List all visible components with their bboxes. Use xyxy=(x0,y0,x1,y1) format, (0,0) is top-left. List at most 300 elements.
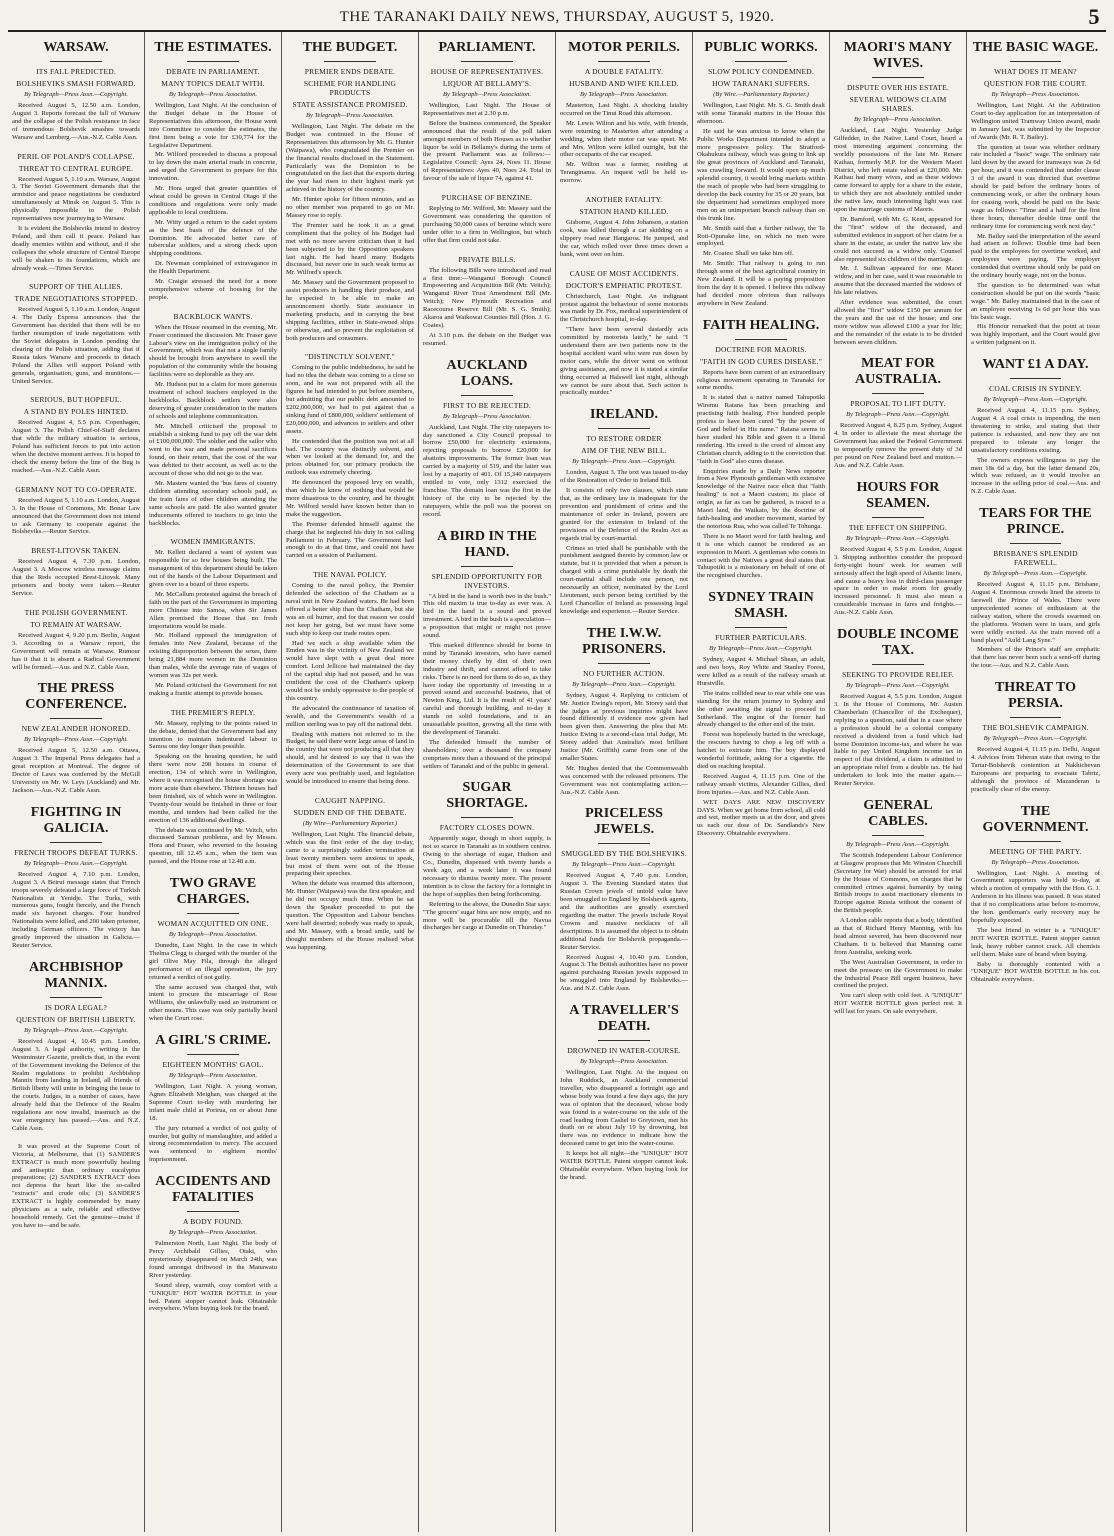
article-paragraph: The jury returned a verdict of not guilty of murder, but guilty of manslaughter, and added a strong recommendation to mercy. The accused was sentenced to eighteen months' imprisonment. xyxy=(149,1124,277,1164)
article-paragraph: Mr. Kellett declared a want of system was responsible for so few houses being built. The management of this department should be taken out of the hands of the Labour Department and given over to a board of three experts. xyxy=(149,549,277,589)
article xyxy=(423,780,551,932)
article-paragraph: Sydney, August 4. Replying to criticism of Mr. Justice Ewing's report, Mr. Storey said that the judges at previous inquiries might have found differently if evidence now given had been given then. Answering the plea that Mr. Justice Ewing is a second-class trial Judge, Mr. Storey added that Australia's most brilliant Justice (Mr. Griffith) came from one of the smaller States. xyxy=(560,691,688,762)
article-body xyxy=(834,422,962,469)
article-paragraph: The West Australian Government, in order to meet the pressure on the Government to make the Industrial Peace Bill urgent business, have confined the project. xyxy=(834,958,962,990)
article-subheading: MANY TOPICS DEALT WITH. xyxy=(161,79,265,88)
article-subheading: STATE ASSISTANCE PROMISED. xyxy=(292,100,408,109)
article xyxy=(12,395,140,474)
article xyxy=(423,358,551,519)
article-paragraph: Sydney, August 4. Michael Shean, an adult, and two boys, Roy White and Stanley Forest, were killed as a result of the railway smash at Hurstville. xyxy=(697,656,825,687)
article-subheading: DROWNED IN WATER-COURSE. xyxy=(567,1046,681,1056)
article-body xyxy=(286,123,414,342)
headline-rule xyxy=(1010,841,1062,842)
article-paragraph: The Premier defended himself against the charge that he neglected his duty in not calling Parliament in February. The Government had enough to do at that time, and could not have carried on a session of Parliament. xyxy=(286,520,414,560)
article-headline: PARLIAMENT. xyxy=(438,40,536,55)
article-paragraph: Enquiries made by a Daily News reporter from a New Plymouth gentleman with extensive knowledge of the Native race elicit that "faith healing" is not a Maori custom; its place of origin, as far as can be gathered, is traced to a Maori land, the Waikato, by the doctrine of faith-healing and another movement, started by the notorious Rua, who was called Te Tohunga. xyxy=(697,467,825,530)
article-subheading: ANOTHER FATALITY. xyxy=(585,195,663,205)
article-paragraph: Wellington, Last Night. Mr. S. G. Smith dealt with some Taranaki matters in the House this afternoon. xyxy=(697,102,825,125)
article xyxy=(834,40,962,346)
article-headline: THE BUDGET. xyxy=(302,40,398,55)
article-paragraph: This marked difference should be borne in mind by Taranaki investors, who have earned their money chiefly by dint of their own industry and thrift, and cannot afford to take risks. There is no need for them to do so, as they have today the opportunity of investing in a proved sound and successful business, that of Newton King, Ltd. It is the result of 41 years' careful and thorough building, and to-day it stands on solid foundations, and is an unassailable position, growing all the time with the development of Taranaki. xyxy=(423,641,551,736)
article-paragraph: Before the business commenced, the Speaker announced that the result of the poll taken amongst members of both Houses as to whether liquor be sold in Bellamy's during the term of the present Parliament was as follows:—Legislative Council: Ayes 24, Noes 11. House of Representatives: Ayes 40, Noes 24. Total in favour of the sale of liquor 74, against 41. xyxy=(423,119,551,183)
article-byline: By Telegraph—Press Association. xyxy=(991,91,1080,98)
column-1 xyxy=(8,32,145,1532)
article-paragraph: Received August 4, 7.40 p.m. London, August 3. The Evening Standard states that Russian Crown jewels of untold value have been smuggled to England by Bolshevik agents, and the authorities are greatly exercised regarding the matter. The jewels include Royal Crowns and massive necklaces of all descriptions. It is assumed the object is to obtain additional funds for Bolshevik propaganda.—Reuter Service. xyxy=(560,872,689,951)
article xyxy=(834,798,962,1016)
article xyxy=(560,269,688,398)
article-subheading: BACKBLOCK WANTS. xyxy=(173,311,253,321)
article-byline: By Telegraph—Press Assn.—Copyright. xyxy=(846,682,950,690)
article-body xyxy=(12,419,140,474)
article-paragraph: Received August 5, 1.10 a.m. London, August 3. In the House of Commons, Mr. Bonar Law announced that the Government does not intend to ask Germany to cooperate against the Bolsheviks.—Reuter Service. xyxy=(12,496,140,536)
article-paragraph: Mr. Masters wanted the 'bus fares of country children attending secondary schools paid, as the train fares of other children attending the same schools are paid. He also wanted greater inducements offered to teachers to go into the backblocks. xyxy=(149,479,277,527)
article-byline: By Telegraph—Press Assn.—Copyright. xyxy=(709,645,813,653)
article-byline: By Telegraph—Press Association. xyxy=(991,858,1080,866)
article-paragraph: Received August 4, 7.30 p.m. London, August 3. A Moscow wireless message claims that the Reds occupied Brest-Litovsk. Many prisoners and booty were taken.—Reuter Service. xyxy=(12,558,140,597)
article-subheading: WHAT DOES IT MEAN? xyxy=(994,67,1077,76)
article-paragraph: Replying to Mr. Wilford, Mr. Massey said the Government was considering the question of purchasing 50,000 cases of benzine which were under offer to a firm in Wellington, but which offer that firm could not take. xyxy=(423,205,551,244)
article-headline: THE PRESS CONFERENCE. xyxy=(25,681,127,713)
article-paragraph: The owners express willingness to pay the men 18s 6d a day, but the latter demand 20s, which was refused, as it would involve an increase in the selling price of coal.—Aus. and N.Z. Cable Assn. xyxy=(971,456,1100,496)
headline-rule xyxy=(187,913,238,914)
article-subheading: COAL CRISIS IN SYDNEY. xyxy=(989,384,1082,394)
article-headline: HOURS FOR SEAMEN. xyxy=(856,479,940,511)
headline-rule xyxy=(735,339,786,340)
article-body xyxy=(560,219,688,259)
article-byline: By Telegraph—Press Assn.—Copyright. xyxy=(846,840,950,848)
headline-rule xyxy=(461,566,512,567)
article-byline: By Telegraph—Press Association. xyxy=(579,91,669,98)
article-subheading: HUSBAND AND WIFE KILLED. xyxy=(569,79,679,88)
article-paragraph: He denounced the proposed levy on wealth, than which he knew of nothing that would be more disastrous to the country, and he thought Mr. Wilford would have known better than to make the suggestion. xyxy=(286,479,414,518)
article-subheading: PROPOSAL TO LIFT DUTY. xyxy=(850,399,946,409)
article-paragraph: He said he was anxious to know when the Public Works Department intended to adopt a more progressive policy. The Stratford-Okahukura railway, which was going to link up the great provinces of Auckland and Taranaki, was crawling forward. It would open up much splendid country, it would bring markets within the reach of people who had been struggling to develop the back country for 35 or 20 years, but the department had sometimes employed more men on an unimportant branch railway than on this trunk line. xyxy=(697,127,825,222)
article-paragraph: Mr. Lewis Wilton and his wife, with friends, were returning to Masterton after attending a wedding, when their motor car was upset. Mr. and Mrs. Wilton were killed outright, but the other occupants of the car escaped. xyxy=(560,119,688,159)
article-headline: SYDNEY TRAIN SMASH. xyxy=(708,590,814,622)
headline-rule xyxy=(50,718,101,719)
article-subheading: LIQUOR AT BELLAMY'S. xyxy=(442,79,532,88)
article-body xyxy=(560,469,688,615)
article xyxy=(149,537,277,697)
article-paragraph: It was proved at the Supreme Court of Victoria, at Melbourne, that (1) SANDER'S EXTRACT is much more powerfully healing and antiseptic than ordinary eucalyptus preparations; (2) SANDER'S EXTRACT does not depress the heart like the so-called "extracts" and crude oils; (3) SANDER'S EXTRACT is highly commended by many physicians as a safe, reliable and effective household remedy. Get the genuine—insist if you have to—and be safe. xyxy=(12,1142,140,1229)
article-headline: TWO GRAVE CHARGES. xyxy=(169,876,257,908)
article-subheading: SUPPORT OF THE ALLIES. xyxy=(29,282,123,292)
article-headline: MAORI'S MANY WIVES. xyxy=(843,40,953,71)
headline-rule xyxy=(50,997,101,998)
column-6 xyxy=(693,32,830,1532)
article xyxy=(12,485,140,537)
article-subheading: PRIVATE BILLS. xyxy=(458,254,516,264)
article-body xyxy=(286,582,414,786)
article xyxy=(423,255,551,348)
article xyxy=(12,152,140,273)
article-byline: By Telegraph—Press Association. xyxy=(579,1058,669,1066)
page-number: 5 xyxy=(1088,4,1100,29)
article-subheading: FRENCH TROOPS DEFEAT TURKS. xyxy=(14,847,138,857)
article-subheading: TRADE NEGOTIATIONS STOPPED. xyxy=(14,294,138,304)
article-paragraph: When the House resumed in the evening, Mr. Fraser continued the discussion. Mr. Fraser gave Labour's view on the immigration policy of the Government, which was that not a single family should be brought from anywhere to swell the population of the community while the housing facilities were so deplorable as they are. xyxy=(149,323,277,379)
article-subheading: HOUSE OF REPRESENTATIVES. xyxy=(430,67,544,76)
article-paragraph: Dunedin, Last Night. In the case in which Thelma Clegg is charged with the murder of the girl Olive May Fila, through the alleged performance of an illegal operation, the jury returned a verdict of not guilty. xyxy=(149,942,277,981)
article xyxy=(423,193,551,245)
article-body xyxy=(697,656,825,838)
article-byline: By Telegraph—Press Association. xyxy=(168,931,258,939)
article-paragraph: Received August 4, 11.15 p.m. Sydney, August 4. A coal crisis is impending, the men threatening to strike, and stating that their patience is exhausted, and now they are not prepared to tolerate any longer the unsatisfactory conditions existing. xyxy=(971,407,1100,454)
article-paragraph: A London cable reports that a body, identified as that of Richard Henry Manning, with his head almost severed, has been discovered near Chatham. It is believed that Manning came from Australia, seeking work. xyxy=(834,917,962,956)
article-paragraph: The Premier said he took it as a great compliment that the policy of his Budget had met with no more severe criticism than it had been subjected to by the Opposition speakers last night. He had heard many Budgets discussed, but never one in such weak terms as Mr. Wilford's speech. xyxy=(286,221,414,277)
article xyxy=(12,681,140,794)
article-body xyxy=(12,558,140,598)
article-body xyxy=(560,692,688,797)
article-body xyxy=(834,546,962,617)
article-headline: A BIRD IN THE HAND. xyxy=(437,528,537,560)
article-byline: By Telegraph—Press Association. xyxy=(168,91,258,98)
article-headline: MEAT FOR AUSTRALIA. xyxy=(855,356,941,388)
article-paragraph: Wellington, Last Night. The financial debate, which was the first order of the day to-day, came to a surprisingly sudden termination at least twenty members were anxious to speak, but most of them were out of the House preparing their speeches. xyxy=(286,830,414,878)
headline-rule xyxy=(872,77,923,78)
article-paragraph: Received August 5, 12.50 a.m. Ottawa, August 3. The Imperial Press delegates had a great reception at Montreal. The degree of Doctor of Laws was conferred by the McGill University on Mr. W. Leys (Auckland) and Mr. Jackson.—Aus.-N.Z. Cable Assn. xyxy=(12,747,140,794)
headline-rule xyxy=(735,627,786,628)
article-paragraph: Mr. Poland criticised the Government for not making a frantic attempt to provide houses. xyxy=(149,681,277,697)
article-paragraph: His Honour remarked that the point at issue was highly important, and the Court would give a written judgment on it. xyxy=(971,323,1100,347)
article-headline: FAITH HEALING. xyxy=(702,317,820,333)
article-body xyxy=(286,831,414,952)
article-paragraph: Wellington, Last Night. A young woman, Agnes Elizabeth Meighan, was charged at the Supreme Court to-day with murdering her infant male child at Porirua, on or about June 18. xyxy=(149,1083,277,1122)
article-paragraph: "A bird in the hand is worth two in the bush." This old maxim is true to-day as ever was. A bird in the hand is a sound and proved investment. A bird in the bush is a speculation—a proposition that might or might not prove sound. xyxy=(423,592,552,640)
article-headline: A TRAVELLER'S DEATH. xyxy=(569,1003,679,1035)
article-paragraph: Masterton, Last Night. A shocking fatality occurred on the Tinui Road this afternoon. xyxy=(560,102,688,117)
article-paragraph: Dr. Bamford, with Mr. G. Kent, appeared for the "first" widow of the deceased, and submitted evidence in support of her claim for a share in the estate, as under the native law she could not succeed as a widow only. Counsel also represented six children of the marriage. xyxy=(834,215,962,263)
article-paragraph: Dr. Newman complained of extravagance in the Health Department. xyxy=(149,260,277,276)
article-paragraph: It is stated that a native named Tahupotiki Wiremu Ratana has been preaching and practising faith healing. Five hundred people profess to have been cured "by the power of God and belief in His name." Ratana seems to have studied his Bible and given it a literal rendering. His creed is the creed of almost any Christian church, adding to it the conviction that "faith in God" also cures disease. xyxy=(697,394,825,465)
article-paragraph: Had we such a ship available when the Emden was in the vicinity of New Zealand we would have slept with a great deal more comfort. Lord Jellicoe had maintained the day of the capital ship had not passed, and he was confident the cost of the Chatham's upkeep would not be unduly oppressive to the people of this country. xyxy=(286,639,414,702)
article-subheading: BOLSHEVIKS SMASH FORWARD. xyxy=(16,79,136,88)
article-paragraph: Received August 4, 10.45 p.m. London, August 3. A legal authority, writing in the Westminster Gazette, predicts that, in the event of the Government invoking the Defence of the Realm regulations to prohibit Archbishop Mannix from landing in Ireland, all friends of British liberty will unite in bringing the issue to the courts. Judges, in a number of cases, have already held that the Defence of the Realm regulations are now invalid, inasmuch as the war emergency has passed.—Aus. and N.Z. Cable Assn. xyxy=(12,1037,140,1132)
article-paragraph: He advocated the continuance of taxation of wealth, and the Government's wealth of a million sterling was to pay off the national debt. xyxy=(286,704,414,728)
headline-rule xyxy=(324,61,375,62)
article xyxy=(286,796,414,952)
article-paragraph: The Scottish Independent Labour Conference at Glasgow proposes that Mr. Winston Churchill (Secretary for War) should be arrested for trial by the House of Commons, on charges that he committed crimes against humanity by using British troops to assist reactionary elements in Europe against Russia without the consent of the British people. xyxy=(834,851,962,915)
article-subheading: THE NAVAL POLICY. xyxy=(313,570,387,580)
article xyxy=(971,357,1100,496)
headline-rule xyxy=(1010,61,1062,62)
article-paragraph: The defended himself the number of shareholders; over a thousand the company comprises more than a thousand of the principal settlers of Taranaki and of the public in general. xyxy=(423,738,551,770)
article-paragraph: Mr. Hunter spoke for fifteen minutes, and as no other member was prepared to go on Mr. Massey rose to reply. xyxy=(286,196,414,219)
headline-rule xyxy=(872,664,923,665)
article xyxy=(697,40,825,308)
article xyxy=(286,570,414,786)
article-subheading: SEVERAL WIDOWS CLAIM SHARES. xyxy=(849,95,947,113)
article-paragraph: It keeps hot all night—the "UNIQUE" HOT WATER BOTTLE. Patent stopper cannot leak. Obtainable everywhere. When buying look for the brand. xyxy=(560,1150,688,1181)
article-body xyxy=(560,293,688,398)
article-headline: GENERAL CABLES. xyxy=(863,797,933,829)
headline-rule xyxy=(187,1054,238,1055)
article-subheading: NEW ZEALANDER HONORED. xyxy=(21,724,131,734)
article-body xyxy=(149,720,277,866)
headline-rule xyxy=(598,61,649,62)
article-subheading: TO REMAIN AT WARSAW. xyxy=(30,619,122,629)
article-paragraph: The question to be determined was what construction should be put on the words "basic wage." Mr. Bailey maintained that in the case of an employee receiving 1s 6d per hour this was his basic wage. xyxy=(971,281,1100,321)
article-paragraph: Auckland, Last Night. The city ratepayers to-day sanctioned a City Council proposal to borrow £50,000 for electricity extensions, rejecting proposals to borrow £20,000 for abattoirs improvements. The former loan was carried by a majority of 519, and the latter was lost by a majority of 401. Of 15,340 ratepayers entitled to vote, only 1312 exercised the franchise. The domain loan was the first in the history of the city to be rejected by the ratepayers, while the poll was the poorest on record. xyxy=(423,423,551,518)
article-paragraph: Gisborne, August 4. John Johanson, a station cook, was killed through a car skidding on a slippery road near Hangaroa. He jumped, and the car, which rolled over three times down a bank, went over on him. xyxy=(560,219,688,258)
article-headline: FIGHTING IN GALICIA. xyxy=(30,804,122,836)
article-paragraph: It consists of only two clauses, which state that, as the ordinary law is inadequate for the prevention and punishment of crime and the maintenance of order in Ireland, powers are granted for the extension to Ireland of the provisions of the Defence of the Realm Act as regards trial by court-martial. xyxy=(560,487,688,542)
article-subheading: DEBATE IN PARLIAMENT. xyxy=(166,67,260,76)
article xyxy=(149,312,277,528)
article xyxy=(12,1143,140,1230)
article-paragraph: Mr. Hughes denied that the Commonwealth was concerned with the released prisoners. The Government was not contemplating action.—Aus.-N.Z. Cable Assn. xyxy=(560,764,688,796)
headline-rule xyxy=(872,517,923,518)
article-paragraph: The debate was continued by Mr. Veitch, who discussed Samoan problems, and by Messrs. Hora and Fraser, who reverted to the housing question, till 12.45 a.m., when the item was passed, and the House rose at 12.48 a.m. xyxy=(149,826,277,866)
article-body xyxy=(423,593,551,771)
article-paragraph: There is no Maori word for faith healing, and it is one which cannot be rendered as an expression in Maori. A gentleman who comes in contact with the Natives a great deal states that Tahupotiki is a missionary on behalf of one of the recognised churches. xyxy=(697,532,825,580)
article-paragraph: Speaking on the housing question, he said there were now 298 houses in course of erection, 134 of which were in Wellington, where it was recognised the house shortage was more acute than elsewhere. Thirteen houses had been finished, six of which were in Wellington. Twenty-four would be finished in three or four months, and tenders had been called for the erection of 136 additional dwellings. xyxy=(149,753,277,824)
article-paragraph: Palmerston North, Last Night. The body of Percy Archibald Gillies, Otaki, who mysteriously disappeared on March 24th, was found amongst driftwood in the Manawatu River yesterday. xyxy=(149,1240,277,1279)
article-paragraph: Wellington, Last Night. The House of Representatives met at 2.30 p.m. xyxy=(423,102,551,117)
article xyxy=(560,626,688,797)
article-byline: By Telegraph—Press Assn.—Copyright. xyxy=(846,534,950,542)
article xyxy=(12,546,140,598)
headline-rule xyxy=(187,61,238,62)
article-paragraph: He contended that the position was not at all bad. The country was distinctly solvent, and when we looked at the demand for, and the prices obtained for, our primary products the outlook was extremely cheering. xyxy=(286,437,414,477)
article-paragraph: At 3.10 p.m. the debate on the Budget was resumed. xyxy=(423,331,551,347)
article-headline: ACCIDENTS AND FATALITIES xyxy=(155,1174,271,1206)
article xyxy=(149,876,277,1023)
article-headline: THREAT TO PERSIA. xyxy=(994,680,1077,712)
article-body xyxy=(149,549,277,697)
article-body xyxy=(560,102,688,185)
article-paragraph: The following Bills were introduced and read a first time:—Wanganui Borough Council Empowering and Acquisition Bill (Mr. Veitch); Wanganui River Trust Amendment Bill (Mr. Veitch); New Plymouth Recreation and Racecourse Reserve Bill (Mr. S. G. Smith); Akaroa and Waikowai Counties Bill (Hon. J. G. Coates). xyxy=(423,266,551,329)
article-byline: By Telegraph—Press Assn.—Copyright. xyxy=(983,396,1088,404)
article-body xyxy=(971,870,1100,985)
article-body xyxy=(149,942,277,1023)
article-paragraph: Wellington, Last Night. At the Arbitration Court to-day application for an interpretation of Wellington united Tramway Union award, made in January last, was submitted by the Inspector of Awards (Mr. R. T. Bailey). xyxy=(971,102,1100,141)
article-paragraph: After evidence was submitted, the court allowed the "first" widow £150 per annum for the years and the use of the house; and one more widow was allowed £100 a year for life; and the remainder of the estate is to be divided between seven children. xyxy=(834,299,962,346)
columns xyxy=(8,32,1106,1532)
article-subheading: IS DORA LEGAL? xyxy=(45,1002,107,1012)
article-body xyxy=(560,1069,688,1182)
article-paragraph: Wellington, Last Night. The debate on the Budget was continued in the House of Representatives this afternoon by Mr. G. Hunter (Waipawa), who congratulated the Premier on the financial results disclosed in the Statement. Particularly was the Dominion to be congratulated on the fact that the exports during the year had risen to their highest mark yet achieved in the history of the country. xyxy=(286,123,414,194)
headline-rule xyxy=(1010,543,1062,544)
article-paragraph: Referring to the above, the Dunedin Star says: "The grocers' sugar bins are now empty, and no more will be procurable till the Navua discharges her cargo at Dunedin on Thursday." xyxy=(423,900,551,932)
article-body xyxy=(12,871,140,950)
article-body xyxy=(423,205,551,245)
article-subheading: WOMAN ACQUITTED ON ONE. xyxy=(157,919,269,929)
article-subheading: THE BOLSHEVIK CAMPAIGN. xyxy=(982,723,1089,733)
article xyxy=(423,529,551,771)
article-subheading: MEETING OF THE PARTY. xyxy=(989,846,1082,856)
column-7 xyxy=(830,32,967,1532)
column-5 xyxy=(556,32,693,1532)
article xyxy=(971,680,1100,793)
article-paragraph: Mr. Hora urged that greater quantities of wheat could be grown in Central Otago if the conditions and regulations were only made applicable to local conditions. xyxy=(149,185,277,216)
headline-rule xyxy=(598,663,649,664)
article-body xyxy=(149,1240,277,1313)
article-body xyxy=(423,835,551,932)
article-headline: DOUBLE INCOME TAX. xyxy=(837,627,959,659)
article-headline: THE BASIC WAGE. xyxy=(972,40,1099,55)
article-paragraph: Auckland, Last Night. Yesterday Judge Gilfedder, in the Native Land Court, heard a most interesting argument concerning the worldly possessions of the late Mr. Renare Kaihau, formerly M.P. for the Western Maori District, who left estate valued at £20,000. Mr. Kaihau had many wives, and as these widows came forward to apply for a share in the estate, to which they are not absolutely entitled under the native law, much interesting light was cast upon the marriage customs of Maoris. xyxy=(834,127,962,214)
article-byline: By Telegraph—Press Assn.—Copyright. xyxy=(983,735,1088,743)
article-subheading: WOMEN IMMIGRANTS. xyxy=(170,537,256,547)
article-subheading: "FAITH IN GOD CURES DISEASE." xyxy=(700,356,822,366)
article-paragraph: Mr. Bailey said the interpretation of the award had arisen as follows: Double time had been paid to the employees for overtime worked, and employees were paying. The employer contended that overtime should only be paid on the ordinary hourly wage, not on the bonus. xyxy=(971,232,1100,280)
article-headline: WARSAW. xyxy=(43,40,109,55)
article-byline: By Telegraph—Press Assn.—Copyright. xyxy=(572,861,676,869)
article-subheading: A DOUBLE FATALITY. xyxy=(584,67,664,76)
headline-rule xyxy=(735,61,786,62)
article-subheading: SPLENDID OPPORTUNITY FOR INVESTORS. xyxy=(431,571,543,590)
article-paragraph: Mr. Smith: That railway is going to run through some of the best agricultural country in New Zealand. It will be a paying proposition from the day it is opened. I believe this railway had decided more obvious than railways anywhere in New Zealand. xyxy=(697,260,825,307)
headline-rule xyxy=(598,843,649,844)
article-byline: By Telegraph—Press Association. xyxy=(168,1072,258,1080)
article-byline: By Telegraph—Press Association. xyxy=(168,1229,258,1237)
article-subheading: QUESTION FOR THE COURT. xyxy=(983,79,1088,88)
article-subheading: THE EFFECT ON SHIPPING. xyxy=(848,522,948,532)
article-paragraph: The same accused was charged that, with intent to procure the miscarriage of Rose Williams, she unlawfully used an instrument or other means. This case was only partially heard when the Court rose. xyxy=(149,983,277,1023)
article-body xyxy=(12,497,140,537)
article-subheading: "DISTINCTLY SOLVENT." xyxy=(304,352,396,362)
article xyxy=(286,352,414,560)
article-subheading: PERIL OF POLAND'S COLLAPSE. xyxy=(17,151,135,161)
article-byline: (By Wire.—Parliamentary Reporter.) xyxy=(713,91,809,98)
article-headline: PRICELESS JEWELS. xyxy=(585,806,663,838)
article-subheading: PURCHASE OF BENZINE. xyxy=(441,193,533,203)
article-headline: IRELAND. xyxy=(589,407,659,423)
headline-rule xyxy=(1010,378,1062,379)
article-paragraph: Forest was hopelessly buried in the wreckage, the rescuers having to chop a leg off with a hatchet to extricate him. The boy displayed wonderful fortitude, asking for a cigarette. He died on reaching hospital. xyxy=(697,731,825,770)
article-paragraph: Received August 5, 1.10 a.m. London, August 4. The Daily Express announces that the Government has decided that there will be no further resumption of trade negotiations with the Soviet delegates in London pending the clearing of the Polish situation, adding that if Russia takes Warsaw and proceeds to detach Poland the Allies will support Poland with generals, organisation, guns, and munitions.—United Service. xyxy=(12,306,140,385)
article-subheading: ITS FALL PREDICTED. xyxy=(36,67,116,76)
article xyxy=(149,1033,277,1164)
article-subheading: STATION HAND KILLED. xyxy=(579,207,669,217)
article-headline: ARCHBISHOP MANNIX. xyxy=(28,959,124,991)
article-paragraph: The trains collided near to rear while one was standing for the return journey to Sydney and the other awaiting the signal to proceed to Sutherland. The engine of the former had already changed to the other end of the train. xyxy=(697,689,825,729)
article-body xyxy=(560,872,688,993)
article-subheading: DISPUTE OVER HIS ESTATE. xyxy=(846,83,950,92)
article-paragraph: Mr. Smith said that a further railway, the Te Roti-Opunake line, on which no men were employed. xyxy=(697,224,825,248)
article xyxy=(697,318,825,581)
headline-rule xyxy=(598,1040,649,1041)
headline-rule xyxy=(872,835,923,836)
article-byline: By Telegraph—Press Assn.—Copyright. xyxy=(24,91,128,98)
article-headline: MOTOR PERILS. xyxy=(568,40,680,55)
article-subheading: SEEKING TO PROVIDE RELIEF. xyxy=(842,670,954,680)
article-byline: By Telegraph—Press Association. xyxy=(305,112,395,119)
article-paragraph: Coming to the naval policy, the Premier defended the selection of the Chatham as a naval unit in New Zealand waters. He had been offered a better ship than the Chatham, but she was an oil burner, and for that reason we could not keep her going, but we must have some such ship to keep our trade routes open. xyxy=(286,582,414,637)
article-paragraph: Received August 5, 1.10 a.m. Warsaw, August 3. The Soviet Government demands that the armistice and peace negotiations be conducted simultaneously at Minsk on August 5. This is physically impossible to the Polish representatives now journeying to Warsaw. xyxy=(12,175,140,223)
article-subheading: AIM OF THE NEW BILL. xyxy=(581,446,667,456)
article-subheading: TO RESTORE ORDER xyxy=(586,434,662,444)
article xyxy=(697,590,825,838)
article xyxy=(12,40,140,142)
article-paragraph: Mr. Wilford proceeded to discuss a proposal to lay down the main arterial roads in concrete, and urged the Government to prepare for this innovation. xyxy=(149,151,277,183)
article-subheading: A BODY FOUND. xyxy=(182,1217,244,1227)
article-subheading: SMUGGLED BY THE BOLSHEVIKS. xyxy=(561,849,687,859)
article-paragraph: Mr. Coates: Shall we take him off. xyxy=(703,250,794,258)
article xyxy=(834,356,962,469)
article-headline: AUCKLAND LOANS. xyxy=(446,357,528,389)
article xyxy=(423,40,551,183)
headline-rule xyxy=(50,61,101,62)
article-paragraph: Received August 5, 12.50 a.m. London, August 3. Reports forecast the fall of Warsaw and the collapse of the Polish resistance in face of tremendous Bolshevik smashes towards Warsaw and Lemberg.—Aus.-N.Z. Cable Assn. xyxy=(12,102,140,141)
article-paragraph: Received August 4, 5.5 p.m. London, August 3. In the House of Commons, Mr. Austen Chamberlain (Chancellor of the Exchequer), replying to a question, said that in a case where a profession should be a colonial company received a dividend from a fund which had borne Dominion income-tax, and where he was liable to pay United Kingdom income tax in respect of that dividend, a claim is admitted to an appropriate relief from a double tax. He had undertaken to look into the matter again.—Reuter Service. xyxy=(834,693,962,788)
article-subheading: SERIOUS, BUT HOPEFUL. xyxy=(30,395,122,405)
article-headline: THE GOVERNMENT. xyxy=(982,803,1089,835)
article-subheading: SCHEME FOR HANDLING PRODUCTS xyxy=(303,79,397,97)
article-headline: THE I.W.W. PRISONERS. xyxy=(582,625,666,657)
article-body xyxy=(834,127,962,346)
article xyxy=(149,708,277,866)
article-body xyxy=(12,102,140,142)
article-body xyxy=(12,1143,140,1230)
article xyxy=(560,407,688,615)
article xyxy=(971,804,1100,985)
column-8 xyxy=(967,32,1104,1532)
article-byline: By Telegraph—Press Assn.—Copyright. xyxy=(24,736,128,744)
article xyxy=(834,480,962,617)
article-paragraph: The question at issue was whether ordinary rate included a "basic" wage. The ordinary rate laid down by the award for tramways was 2s 6d per hour, and it was contended that under clause 3 of the award it was directed that overtime should be paid before the ordinary hours of commencing work, or after the ordinary hours for ceasing work, should be paid on the basic wage as follows: "Time and a half for the first three hours, thereafter double time until the ordinary time for commencing work next day." xyxy=(971,143,1100,230)
article-byline: By Telegraph—Press Association. xyxy=(442,91,532,98)
article xyxy=(12,282,140,385)
article xyxy=(971,506,1100,670)
article-paragraph: Received August 4, 7.10 p.m. London, August 3. A Beirut message states that French troops severely defeated a large force of Turkish Nationalists at Yenidje. The Turks, with numerous guns, fought fiercely, and the French made six bayonet charges. Four hundred Nationalists were killed, and 200 taken prisoner, including German officers. The victory has greatly improved the situation in Galicia.—Reuter Service. xyxy=(12,870,140,949)
article-paragraph: Received August 4, 10.40 p.m. London, August 3. The British authorities have no power against purchasing Russian jewels supposed to be smuggled into England by Bolsheviks.—Aus. and N.Z. Cable Assn. xyxy=(560,953,688,993)
article-headline: A GIRL'S CRIME. xyxy=(155,1033,271,1049)
article-paragraph: Mr. Wilton was a farmer, residing at Teranginamu. An inquest will be held to-morrow. xyxy=(560,161,688,185)
headline-rule xyxy=(50,842,101,843)
article-subheading: EIGHTEEN MONTHS' GAOL. xyxy=(162,1060,264,1070)
article-body xyxy=(834,693,962,788)
headline-rule xyxy=(872,393,923,394)
article-body xyxy=(12,1038,140,1133)
headline-rule xyxy=(187,1211,238,1212)
masthead xyxy=(8,4,1106,32)
article-body xyxy=(12,176,140,273)
article-paragraph: Mr. Holland opposed the immigration of females into New Zealand, because of the existing disproportion between the sexes, there being 21,884 more women in the Dominion than males, while the average rate of wages of women was 32s per week. xyxy=(149,632,277,679)
article-body xyxy=(149,1083,277,1164)
article-subheading: THE PREMIER'S REPLY. xyxy=(170,707,256,717)
article-paragraph: Baby is thoroughly contented with a "UNIQUE" HOT WATER BOTTLE in his cot. Obtainable everywhere. xyxy=(971,960,1100,984)
article-headline: WANT £1 A DAY. xyxy=(982,357,1089,373)
article-paragraph: Mr. McCallum protested against the breach of faith on the part of the Government in importing more Chinese into Samoa, when Sir James Allen promised the House that no fresh importations would be made. xyxy=(149,590,277,630)
article-paragraph: Mr. Massey, replying to the points raised in the debate, denied that the Government had any intention to maintain indentured labour in Samoa one day longer than possible. xyxy=(149,719,277,751)
headline-rule xyxy=(461,395,512,396)
masthead-title: THE TARANAKI DAILY NEWS, THURSDAY, AUGUST 5, 1920. xyxy=(339,8,775,25)
article-paragraph: Members of the Prince's staff are emphatic that there has never been such a send-off during the tour.—Aus. and N.Z. Cable Assn. xyxy=(971,646,1100,670)
article-paragraph: Mr. Massey said the Government proposed to assist producers in handling their produce, and he expected to be able to make an announcement shortly. State assistance in marketing products, and in carrying the best shipping facilities, either in State-owned ships or otherwise, and so prevent the exploitation of both producers and consumers. xyxy=(286,279,414,342)
article xyxy=(149,40,277,302)
article-subheading: THREAT TO CENTRAL EUROPE. xyxy=(18,163,134,173)
article-body xyxy=(423,267,551,348)
article-paragraph: Received August 4, 11.15 p.m. Delhi, August 4. Advices from Teheran state that owing to the Tartar-Bolshevik contention at Nakhichevan Europeans are preparing to evacuate Tabriz, although the province of Mazanderan is practically clear of the enemy. xyxy=(971,746,1100,793)
article-subheading: NO FURTHER ACTION. xyxy=(583,668,665,678)
article-paragraph: It is evident the Bolsheviks intend to destroy Poland, and then call it peace. Poland has deadly enemies within and without, and if she collapses the whole structure of Central Europe will be shaken to its foundations, which are already weak.—Times Service. xyxy=(12,224,140,272)
article xyxy=(560,195,688,259)
article-body xyxy=(423,424,551,519)
article-body xyxy=(971,581,1100,670)
article-body xyxy=(12,306,140,385)
article-paragraph: Mr. Mitchell criticised the proposal to establish a sinking fund to pay off the war debt of £100,000,000. The soldier and the sailor who went to the war and made personal sacrifices found, on their return, that the cost of the war was debited to their account, as well as to the account of those who did not go to the war. xyxy=(149,422,277,478)
article-paragraph: Crimes so tried shall be punishable with the punishment assigned thereto by common law or statute, but it is provided that when a person is charged with a crime punishable by death the court-martial shall include one person, not necessarily an officer, nominated by the Lord Lieutenant, such person being certified by the Lord Chancellor of Ireland as possessing legal knowledge and experience.—Reuter Service. xyxy=(560,544,688,615)
article-byline: By Telegraph—Press Assn.—Copyright. xyxy=(983,570,1088,578)
article-subheading: THE POLISH GOVERNMENT. xyxy=(24,607,128,617)
article-paragraph: Coming to the public indebtedness, he said he had no idea the debate was coming to a close so soon, and he was not prepared with all the figures he had intended to put before members, but admitting that our public debt amounted to £202,000,000, we had to put against that a sinking fund of £800,000, soldiers' settlement of £20,000,000, and advances to settlers and other assets. xyxy=(286,364,414,435)
article-body xyxy=(697,102,825,308)
article-byline: (By Wire—Parliamentary Reporter.) xyxy=(302,819,398,827)
article-subheading: SUDDEN END OF THE DEBATE. xyxy=(293,807,407,817)
article-paragraph: Mr. Witty urged a return to the cadet system as the best basis of the defence of the Dominion. He advocated better care of tubercular soldiers, and a strong check upon shipping conditions. xyxy=(149,218,277,258)
